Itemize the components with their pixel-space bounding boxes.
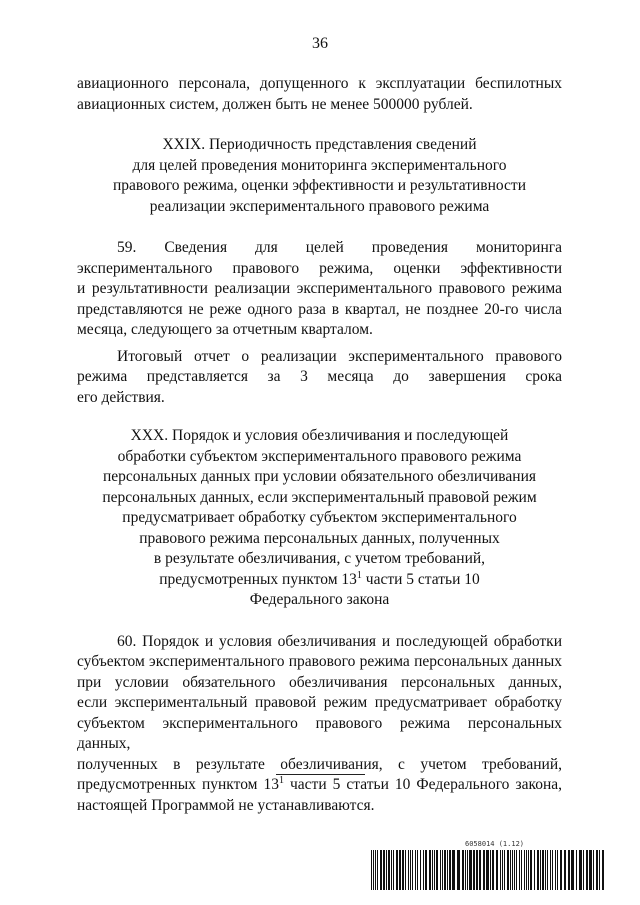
paragraph-line	[77, 775, 562, 796]
item-59-final-report	[77, 347, 562, 409]
heading-line: обработки субъектом экспериментального правового режима	[117, 447, 522, 465]
barcode-block	[369, 840, 609, 892]
paragraph-line: авиационных систем, должен быть не менее 500000 рублей.	[77, 95, 473, 113]
heading-line: в результате обезличивания, с учетом требований,	[153, 550, 486, 567]
end-separator-line	[276, 774, 365, 775]
superscript: 1	[278, 775, 284, 786]
paragraph-line: режима представляется за 3 месяца до завершения срока	[77, 368, 562, 385]
heading-line: Федерального закона	[249, 591, 390, 608]
heading-line: персональных данных при условии обязательного обезличивания	[102, 468, 537, 485]
paragraph-line: экспериментального правового режима, оценки эффективности	[77, 259, 562, 277]
paragraph-text: предусмотренных пунктом 13	[77, 776, 279, 793]
paragraph-line: 60. Порядок и условия обезличивания и последующей обработки	[117, 632, 562, 650]
heading-line: предусматривает обработку субъектом экспериментального	[122, 509, 517, 526]
paragraph-line: месяца, следующего за отчетным кварталом.	[77, 321, 373, 338]
item-59	[77, 238, 562, 341]
paragraph-line: его действия.	[77, 388, 165, 406]
heading-text: части 5 статьи 10	[361, 570, 480, 588]
paragraph-line: и результативности реализации экспериментального правового режима	[77, 280, 562, 297]
paragraph-line: 59. Сведения для целей проведения мониторинга	[117, 239, 562, 256]
heading-line: XXX. Порядок и условия обезличивания и последующей	[130, 427, 509, 444]
item-60	[77, 632, 562, 817]
document-body	[77, 74, 562, 816]
heading-line: персональных данных, если экспериментальный правовой режим	[102, 488, 537, 506]
superscript: 1	[356, 569, 362, 581]
section-heading-29	[77, 135, 562, 217]
heading-line	[77, 570, 562, 591]
barcode-label: 6058014 (1.12)	[465, 840, 525, 848]
paragraph-line: при условии обязательного обезличивания персональных данных,	[77, 673, 562, 691]
paragraph-line: Итоговый отчет о реализации экспериментального правового	[117, 347, 562, 365]
heading-line: для целей проведения мониторинга экспериментального	[132, 156, 507, 174]
heading-line: XXIX. Периодичность представления сведений	[162, 136, 477, 153]
paragraph-line: полученных в результате обезличивания, с учетом требований,	[77, 755, 562, 773]
barcode-icon	[369, 850, 609, 890]
heading-line: реализации экспериментального правового режима	[149, 197, 490, 215]
heading-line: правового режима персональных данных, полученных	[139, 529, 500, 547]
section-heading-30	[77, 426, 562, 611]
paragraph-line: субъектом экспериментального правового режима персональных данных	[77, 653, 562, 670]
paragraph-text: части 5 статьи 10 Федерального закона,	[283, 776, 563, 793]
paragraph-line: настоящей Программой не устанавливаются.	[77, 796, 375, 814]
page-number: 36	[312, 35, 328, 52]
paragraph-line: если экспериментальный правовой режим предусматривает обработку	[77, 694, 562, 711]
paragraph-line: представляются не реже одного раза в квартал, не позднее 20-го числа	[77, 300, 562, 318]
paragraph-line: авиационного персонала, допущенного к эксплуатации беспилотных	[77, 75, 562, 92]
heading-line: правового режима, оценки эффективности и результативности	[112, 177, 526, 194]
heading-text: предусмотренных пунктом 13	[159, 570, 357, 588]
paragraph-line: субъектом экспериментального правового режима персональных данных,	[77, 714, 562, 752]
